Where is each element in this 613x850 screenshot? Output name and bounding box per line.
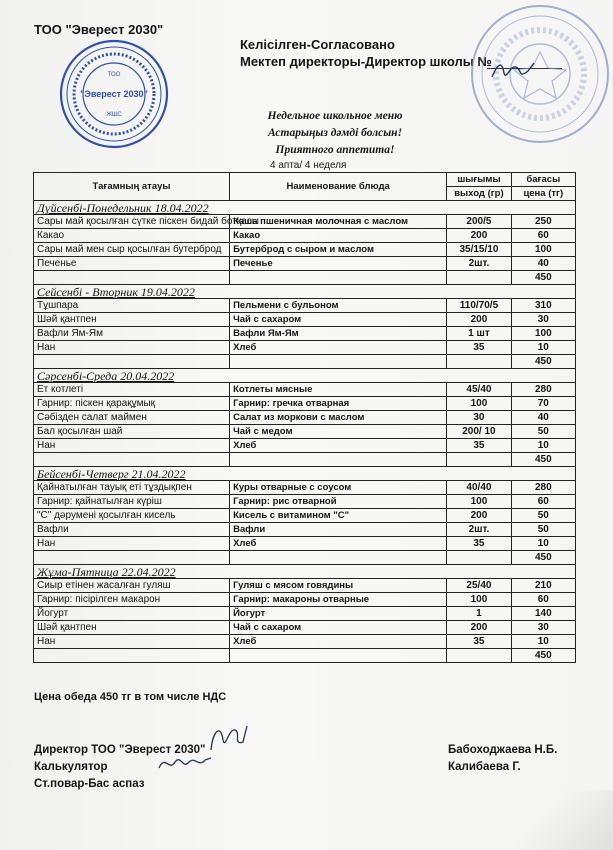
dish-ru: Хлеб [230,537,447,551]
dish-kz: Ет котлеті [34,383,230,397]
director-label: Директор ТОО "Эверест 2030" [34,744,206,756]
day-total-row [34,551,576,565]
table-row [34,495,576,509]
dish-yield: 110/70/5 [447,299,511,313]
dish-price: 10 [511,439,575,453]
dish-ru: Салат из моркови с маслом [230,411,447,425]
dish-price: 10 [511,341,575,355]
director-signature [488,55,538,85]
chef-label: Ст.повар-Бас аспаз [34,778,145,790]
dish-ru: Хлеб [230,439,447,453]
menu-table [33,172,576,663]
dish-yield: 200 [447,313,511,327]
table-row [34,299,576,313]
calculator-name: Калибаева Г. [448,761,521,773]
dish-price: 100 [511,243,575,257]
table-row [34,593,576,607]
company-stamp [58,38,170,150]
dish-kz: Сары май қосылған сүтке піскен бидай ботқасы [34,215,230,229]
day-total: 450 [511,649,575,663]
table-row [34,313,576,327]
dish-yield: 200 [447,509,511,523]
dish-kz: Нан [34,635,230,649]
table-row [34,257,576,271]
dish-ru: Котлеты мясные [230,383,447,397]
dish-yield: 2шт. [447,523,511,537]
dish-price: 280 [511,383,575,397]
director-line: Мектеп директоры-Директор школы № [240,54,492,69]
header-yield-kz: шығымы [447,173,511,187]
svg-text:"Эверест 2030": "Эверест 2030" [80,89,148,99]
dish-price: 30 [511,621,575,635]
table-row [34,425,576,439]
dish-price: 50 [511,523,575,537]
dish-ru: Чай с сахаром [230,621,447,635]
dish-price: 40 [511,411,575,425]
table-row [34,523,576,537]
dish-yield: 35 [447,537,511,551]
dish-price: 10 [511,537,575,551]
empty-cell [34,355,230,369]
empty-cell [34,271,230,285]
dish-price: 100 [511,327,575,341]
empty-cell [447,551,511,565]
table-row [34,509,576,523]
dish-yield: 100 [447,495,511,509]
dish-ru: Хлеб [230,341,447,355]
day-total-row [34,453,576,467]
dish-kz: Сары май мен сыр қосылған бутерброд [34,243,230,257]
table-row [34,229,576,243]
dish-price: 40 [511,257,575,271]
dish-kz: Какао [34,229,230,243]
day-total-row [34,271,576,285]
dish-yield: 100 [447,593,511,607]
dish-yield: 200 [447,229,511,243]
approval-title: Келісілген-Согласовано [240,37,395,52]
dish-ru: Вафли [230,523,447,537]
empty-cell [34,453,230,467]
table-header-row [34,173,576,187]
dish-price: 250 [511,215,575,229]
day-title: Бейсенбі-Четверг 21.04.2022 [34,467,576,481]
table-row [34,621,576,635]
menu-table-body [34,201,576,663]
svg-text:ЖШС: ЖШС [106,112,122,118]
greeting-ru: Приятного аппетита! [275,144,395,156]
dish-ru: Гуляш с мясом говядины [230,579,447,593]
dish-ru: Гарнир: макароны отварные [230,593,447,607]
greeting-kz: Астарыңыз дәмді болсын! [267,127,403,139]
dish-price: 70 [511,397,575,411]
dish-price: 60 [511,495,575,509]
table-row [34,397,576,411]
table-row [34,411,576,425]
dish-yield: 45/40 [447,383,511,397]
signatory-names [448,742,557,776]
day-total-row [34,355,576,369]
empty-cell [447,271,511,285]
dish-price: 60 [511,593,575,607]
dish-ru: Печенье [230,257,447,271]
dish-yield: 200 [447,621,511,635]
dish-price: 310 [511,299,575,313]
dish-kz: Гарнир: қайнатылған күріш [34,495,230,509]
dish-kz: Шәй қантпен [34,621,230,635]
dish-price: 140 [511,607,575,621]
dish-yield: 100 [447,397,511,411]
dish-price: 50 [511,425,575,439]
dish-kz: Гарнир: піскен қарақұмық [34,397,230,411]
empty-cell [447,453,511,467]
table-row [34,579,576,593]
table-row [34,481,576,495]
dish-kz: Печенье [34,257,230,271]
company-name: ТОО "Эверест 2030" [34,22,164,37]
dish-ru: Кисель с витамином "С" [230,509,447,523]
day-total: 450 [511,453,575,467]
day-header-row [34,201,576,215]
dish-kz: Шәй қантпен [34,313,230,327]
dish-kz: Нан [34,439,230,453]
table-row [34,635,576,649]
day-header-row [34,565,576,579]
header-yield-ru: выход (гр) [447,187,511,201]
empty-cell [230,551,447,565]
day-header-row [34,369,576,383]
page-shadow [493,790,613,850]
dish-yield: 40/40 [447,481,511,495]
dish-ru: Йогурт [230,607,447,621]
dish-yield: 35/15/10 [447,243,511,257]
dish-yield: 25/40 [447,579,511,593]
dish-ru: Чай с сахаром [230,313,447,327]
dish-kz: Нан [34,341,230,355]
empty-cell [447,355,511,369]
dish-ru: Куры отварные с соусом [230,481,447,495]
dish-ru: Хлеб [230,635,447,649]
day-header-row [34,285,576,299]
empty-cell [34,649,230,663]
dish-kz: Бал қосылған шай [34,425,230,439]
day-title: Сәрсенбі-Среда 20.04.2022 [34,369,576,383]
dish-yield: 2шт. [447,257,511,271]
day-header-row [34,467,576,481]
dish-yield: 200/ 10 [447,425,511,439]
header-kz: Тағамның атауы [34,173,230,201]
dish-kz: Қайнатылған тауық еті тұздықпен [34,481,230,495]
dish-kz: "С" дәрумені қосылған кисель [34,509,230,523]
dish-price: 10 [511,635,575,649]
dish-kz: Сәбізден салат маймен [34,411,230,425]
price-note: Цена обеда 450 тг в том числе НДС [34,691,227,703]
dish-kz: Сиыр етінен жасалған гуляш [34,579,230,593]
dish-price: 60 [511,229,575,243]
dish-price: 30 [511,313,575,327]
table-row [34,383,576,397]
dish-yield: 30 [447,411,511,425]
svg-text:ТОО: ТОО [107,72,121,78]
table-row [34,439,576,453]
day-title: Жұма-Пятница 22.04.2022 [34,565,576,579]
header-price-ru: цена (тг) [511,187,575,201]
dish-price: 50 [511,509,575,523]
dish-price: 280 [511,481,575,495]
dish-yield: 1 шт [447,327,511,341]
dish-ru: Вафли Ям-Ям [230,327,447,341]
empty-cell [230,355,447,369]
table-row [34,327,576,341]
day-total: 450 [511,271,575,285]
dish-yield: 1 [447,607,511,621]
day-total-row [34,649,576,663]
day-total: 450 [511,355,575,369]
dish-ru: Пельмени с бульоном [230,299,447,313]
director-name: Бабоходжаева Н.Б. [448,744,558,756]
dish-yield: 35 [447,635,511,649]
dish-yield: 35 [447,341,511,355]
menu-headings [220,108,450,159]
dish-kz: Йогурт [34,607,230,621]
table-row [34,215,576,229]
dish-price: 210 [511,579,575,593]
dish-kz: Гарнир: пісірілген макарон [34,593,230,607]
dish-ru: Гарнир: гречка отварная [230,397,447,411]
dish-ru: Чай с медом [230,425,447,439]
empty-cell [230,453,447,467]
dish-kz: Нан [34,537,230,551]
dish-kz: Вафли [34,523,230,537]
week-label: 4 апта/ 4 неделя [270,160,347,171]
calculator-signature [155,748,215,778]
empty-cell [447,649,511,663]
empty-cell [230,271,447,285]
dish-ru: Какао [230,229,447,243]
dish-ru: Бутерброд с сыром и маслом [230,243,447,257]
day-title: Дүйсенбі-Понедельник 18.04.2022 [34,201,576,215]
table-row [34,341,576,355]
dish-kz: Тұшпара [34,299,230,313]
menu-title: Недельное школьное меню [267,110,403,122]
empty-cell [34,551,230,565]
table-row [34,243,576,257]
header-ru: Наименование блюда [230,173,447,201]
dish-kz: Вафли Ям-Ям [34,327,230,341]
dish-yield: 200/5 [447,215,511,229]
dish-ru: Каша пшеничная молочная с маслом [230,215,447,229]
day-total: 450 [511,551,575,565]
table-row [34,607,576,621]
calculator-label: Калькулятор [34,761,108,773]
dish-yield: 35 [447,439,511,453]
table-row [34,537,576,551]
day-title: Сейсенбі - Вторник 19.04.2022 [34,285,576,299]
header-price-kz: бағасы [511,173,575,187]
dish-ru: Гарнир: рис отварной [230,495,447,509]
empty-cell [230,649,447,663]
